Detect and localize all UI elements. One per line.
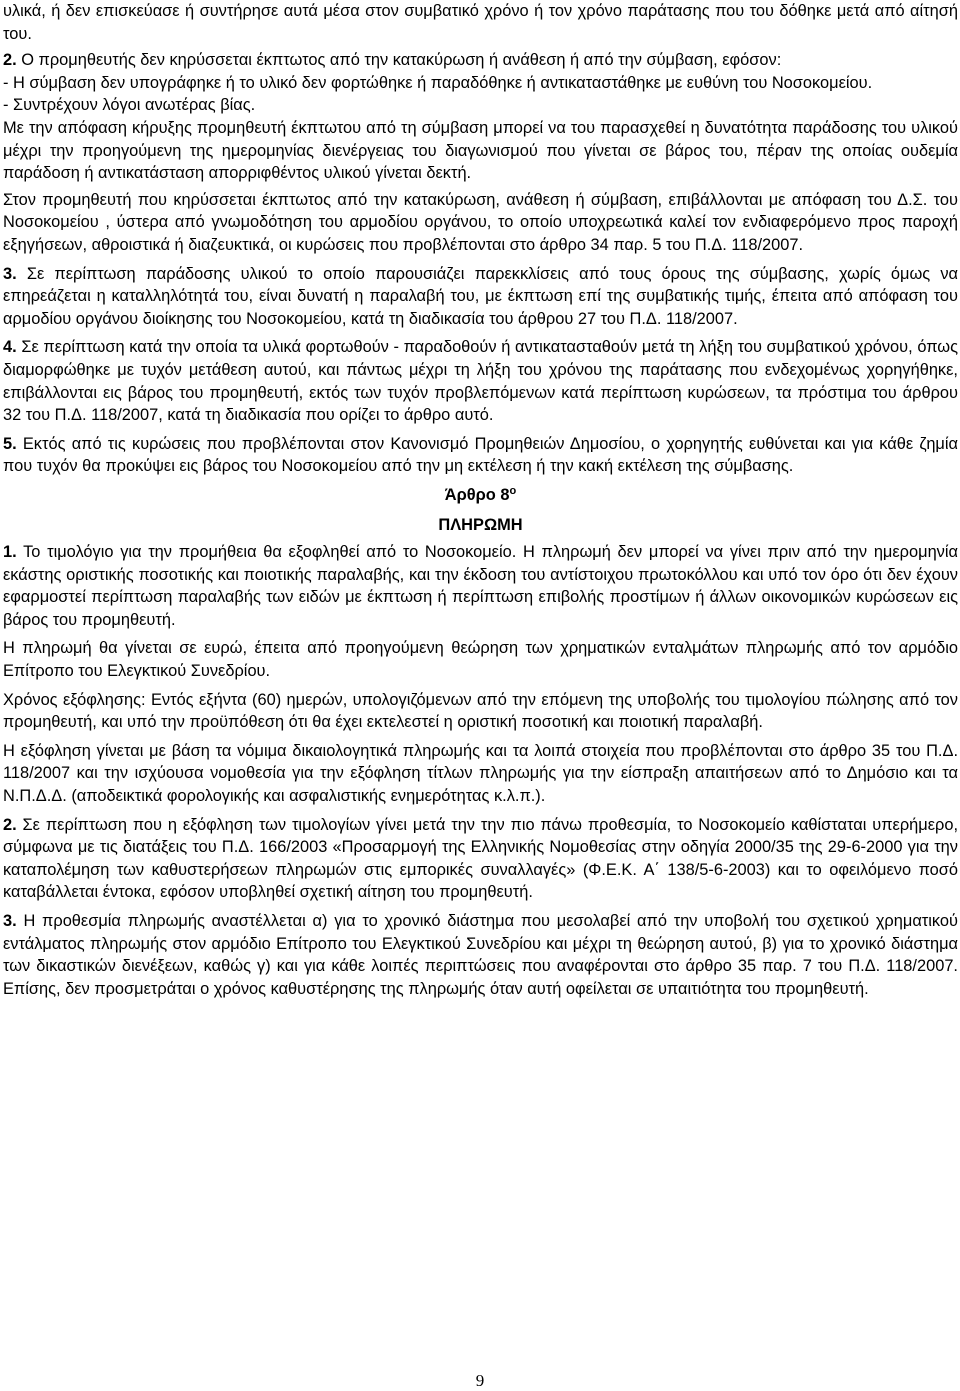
clause-text: Σε περίπτωση που η εξόφληση των τιμολογίων γίνει μετά την την πιο πάνω προθεσμία, το Νοσοκομείο καθίσταται υπερήμερο, σύμφωνα με τις διατάξεις του Π.Δ. 166/2003 «Προσαρμογή της Ελληνικής Νομοθεσίας στην οδηγία 2000/35 της 29-6-2000 για την καταπολέμηση των καθυστερήσεων πληρωμών στις εμπορικές συναλλαγές» (Φ.Ε.Κ. Α΄ 138/5-6-2003) και το οφειλόμενο ποσό καταβάλλεται έντοκα, εφόσον υποβληθεί σχετική αίτηση του προμηθευτή. xyxy=(3,815,958,902)
clause-4 xyxy=(3,336,958,426)
paragraph-continuation: υλικά, ή δεν επισκεύασε ή συντήρησε αυτά μέσα στον συμβατικό χρόνο ή τον χρόνο παράτασης που του δόθηκε μετά από αίτησή του. xyxy=(3,2,958,43)
clause-2-paragraph-1: Με την απόφαση κήρυξης προμηθευτή έκπτωτου από τη σύμβαση μπορεί να του παρασχεθεί η δυνατότητα παράδοσης του υλικού μέχρι την προηγούμενη της ημερομηνίας διενέργειας του διαγωνισμού που γίνεται σε βάρος του, πέραν της οποίας ουδεμία παράδοση ή αντικατάσταση απορριφθέντος υλικού γίνεται δεκτή. xyxy=(3,118,958,183)
article-title-text: Άρθρο 8 xyxy=(444,485,510,504)
article-title-sup: ο xyxy=(509,484,517,497)
clause-number: 3. xyxy=(3,264,17,283)
clause-number: 2. xyxy=(3,51,17,70)
payment-clause-2 xyxy=(3,814,958,904)
clause-number: 2. xyxy=(3,815,17,834)
clause-3 xyxy=(3,263,958,331)
article-subtitle: ΠΛΗΡΩΜΗ xyxy=(438,516,523,535)
clause-text: Σε περίπτωση παράδοσης υλικού το οποίο παρουσιάζει παρεκκλίσεις από τους όρους της σύμβασης, χωρίς όμως να επηρεάζεται η καταλληλότητά του, είναι δυνατή η παραλαβή του, με έκπτωση επί της συμβατικής τιμής, έπειτα από απόφαση του αρμοδίου οργάνου διοίκησης του Νοσοκομείου, κατά τη διαδικασία του άρθρου 27 του Π.Δ. 118/2007. xyxy=(3,264,958,328)
clause-text: Το τιμολόγιο για την προμήθεια θα εξοφληθεί από το Νοσοκομείο. Η πληρωμή δεν μπορεί να γίνει πριν από την ημερομηνία εκάστης οριστικής ποσοτικής και ποιοτικής παραλαβής, και την έκδοση του αντίστοιχου πρωτοκόλλου και υπό τον όρο ότι δεν έχουν εφαρμοστεί περίπτωση παραλαβής των ειδών με έκπτωση ή περίπτωση επιβολής προστίμων ή άλλων οικονομικών κυρώσεων εις βάρος του προμηθευτή. xyxy=(3,543,958,629)
page-number: 9 xyxy=(475,1371,485,1390)
payment-paragraph-3: Η εξόφληση γίνεται με βάση τα νόμιμα δικαιολογητικά πληρωμής και τα λοιπά στοιχεία που προβλέπονται στο άρθρο 35 του Π.Δ. 118/2007 και την ισχύουσα νομοθεσία για την εξόφληση τίτλων πληρωμής για την είσπραξη απαιτήσεων από το Δημόσιο και τα Ν.Π.Δ.Δ. (αποδεικτικά φορολογικής και ασφαλιστικής ενημερότητας κ.λ.π.). xyxy=(3,741,958,805)
clause-text: Η προθεσμία πληρωμής αναστέλλεται α) για το χρονικό διάστημα που μεσολαβεί από την υποβολή του σχετικού χρηματικού εντάλματος πληρωμής στον αρμόδιο Επίτροπο του Ελεγκτικού Συνεδρίου και μέχρι τη θεώρηση αυτού, β) για το χρονικό διάστημα των δικαστικών διενέξεων, καθώς γ) και για κάθε λοιπές περιπτώσεις που αναφέρονται στο άρθρο 35 παρ. 7 του Π.Δ. 118/2007. Επίσης, δεν προσμετράται ο χρόνος καθυστέρησης της πληρωμής όταν αυτή οφείλεται σε υπαιτιότητα του προμηθευτή. xyxy=(3,911,958,998)
clause-text: Σε περίπτωση κατά την οποία τα υλικά φορτωθούν - παραδοθούν ή αντικατασταθούν μετά τη λήξη του συμβατικού χρόνου, όπως διαμορφώθηκε με τυχόν μετάθεση αυτού, και πάντως μέχρι τη λήξη του χρόνου της παράτασης που ενδεχομένως χορηγήθηκε, επιβάλλονται εις βάρος του προμηθευτή, εκτός των τυχόν προβλεπόμενων κατά περίπτωση κυρώσεων, τα πρόστιμα του άρθρου 32 του Π.Δ. 118/2007, κατά τη διαδικασία που ορίζει το άρθρο αυτό. xyxy=(3,338,958,425)
clause-2 xyxy=(3,49,958,72)
clause-number: 4. xyxy=(3,338,17,357)
clause-2-bullet-1: - Η σύμβαση δεν υπογράφηκε ή το υλικό δεν φορτώθηκε ή παραδόθηκε ή αντικαταστάθηκε με ευθύνη του Νοσοκομείου. xyxy=(3,73,873,92)
clause-2-paragraph-2: Στον προμηθευτή που κηρύσσεται έκπτωτος από την κατακύρωση, ανάθεση ή σύμβαση, επιβάλλονται με απόφαση του Δ.Σ. του Νοσοκομείου , ύστερα από γνωμοδότηση του αρμοδίου οργάνου, το οποίο υποχρεωτικά καλεί τον ενδιαφερόμενο προς παροχή εξηγήσεων, αθροιστικά ή διαζευκτικά, οι κυρώσεις που προβλέπονται στο άρθρο 34 παρ. 5 του Π.Δ. 118/2007. xyxy=(3,190,958,254)
payment-clause-1 xyxy=(3,541,958,631)
payment-paragraph-2: Χρόνος εξόφλησης: Εντός εξήντα (60) ημερών, υπολογιζόμενων από την επόμενη της υποβολής του τιμολογίου πώλησης από τον προμηθευτή, και υπό την προϋπόθεση ότι θα έχει εκτελεστεί η οριστική ποσοτική και ποιοτική παραλαβή. xyxy=(3,690,958,732)
clause-number: 1. xyxy=(3,543,17,562)
clause-5 xyxy=(3,433,958,478)
clause-text: Ο προμηθευτής δεν κηρύσσεται έκπτωτος από την κατακύρωση ή ανάθεση ή από την σύμβαση, εφόσον: xyxy=(16,51,782,70)
article-title xyxy=(3,484,958,507)
payment-paragraph-1: Η πληρωμή θα γίνεται σε ευρώ, έπειτα από προηγούμενη θεώρηση των χρηματικών ενταλμάτων πληρωμής από τον αρμόδιο Επίτροπο του Ελεγκτικού Συνεδρίου. xyxy=(3,639,958,681)
payment-clause-3 xyxy=(3,910,958,1000)
clause-number: 5. xyxy=(3,434,17,453)
clause-2-bullet-2: - Συντρέχουν λόγοι ανωτέρας βίας. xyxy=(3,96,256,115)
clause-number: 3. xyxy=(3,911,17,930)
clause-text: Εκτός από τις κυρώσεις που προβλέπονται στον Κανονισμό Προμηθειών Δημοσίου, ο χορηγητής ευθύνεται και για κάθε ζημία που τυχόν θα προκύψει εις βάρος του Νοσοκομείου από την μη εκτέλεση ή την κακή εκτέλεση της σύμβασης. xyxy=(3,434,958,476)
document-page xyxy=(3,0,958,1004)
